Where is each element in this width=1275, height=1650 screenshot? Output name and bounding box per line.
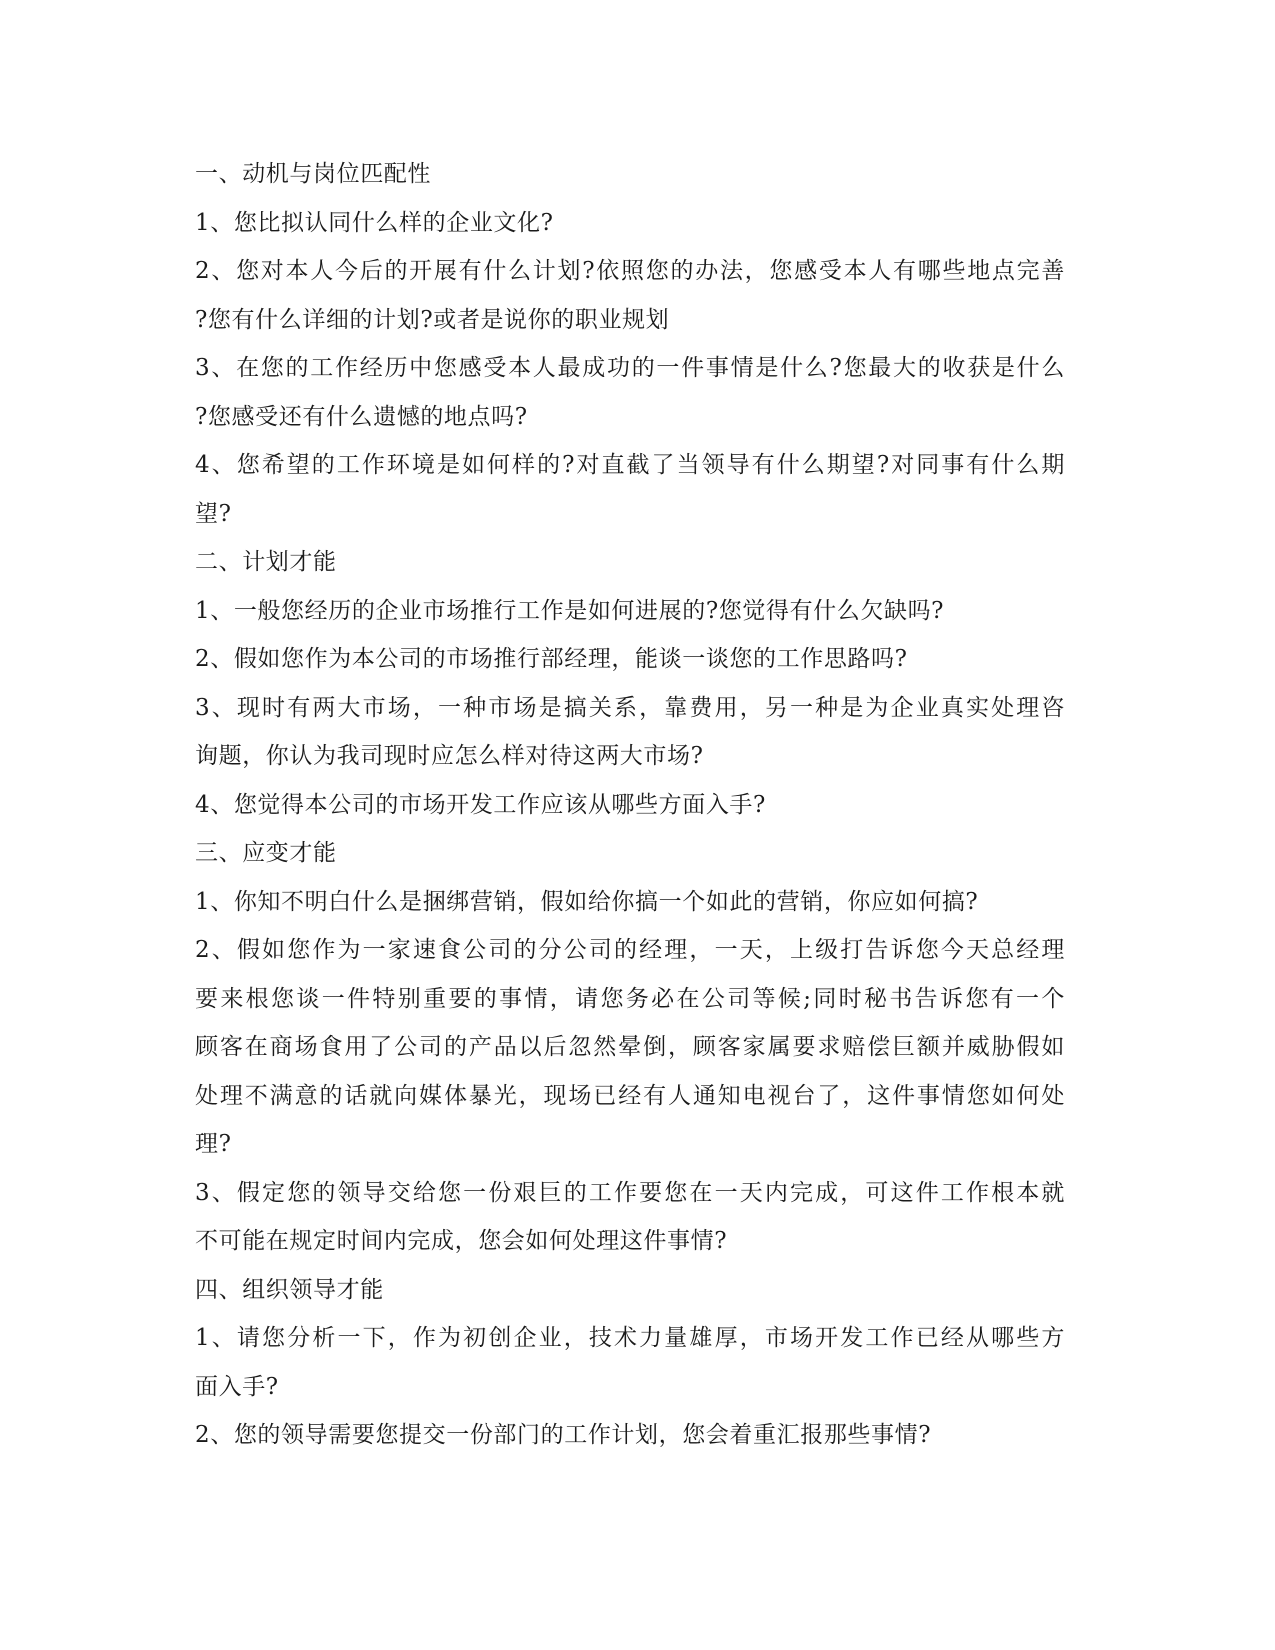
question-line: 2、您的领导需要您提交一份部门的工作计划，您会着重汇报那些事情?	[195, 1422, 932, 1448]
question-line: 1、你知不明白什么是捆绑营销，假如给你搞一个如此的营销，你应如何搞?	[195, 888, 979, 915]
question-line: 1、您比拟认同什么样的企业文化?	[195, 209, 554, 236]
question-line: 面入手?	[195, 1373, 279, 1400]
section-heading: 四、组织领导才能	[195, 1276, 384, 1303]
question-line: 2、假如您作为本公司的市场推行部经理，能谈一谈您的工作思路吗?	[195, 646, 908, 672]
question-line: 4、您希望的工作环境是如何样的?对直截了当领导有什么期望?对同事有什么期	[195, 452, 1065, 478]
question-line: 2、您对本人今后的开展有什么计划?依照您的办法，您感受本人有哪些地点完善	[195, 258, 1065, 284]
question-line: 顾客在商场食用了公司的产品以后忽然晕倒，顾客家属要求赔偿巨额并威胁假如	[195, 1034, 1065, 1060]
question-line: 询题，你认为我司现时应怎么样对待这两大市场?	[195, 743, 704, 769]
question-line: 3、假定您的领导交给您一份艰巨的工作要您在一天内完成，可这件工作根本就	[195, 1179, 1065, 1206]
question-line: 3、在您的工作经历中您感受本人最成功的一件事情是什么?您最大的收获是什么	[195, 355, 1065, 381]
question-line: 3、现时有两大市场，一种市场是搞关系，靠费用，另一种是为企业真实处理咨	[195, 694, 1065, 721]
question-line: 要来根您谈一件特别重要的事情，请您务必在公司等候;同时秘书告诉您有一个	[195, 985, 1065, 1012]
question-line: 2、假如您作为一家速食公司的分公司的经理，一天，上级打告诉您今天总经理	[195, 937, 1065, 963]
question-line: 1、请您分析一下，作为初创企业，技术力量雄厚，市场开发工作已经从哪些方	[195, 1325, 1065, 1351]
question-line: 理?	[195, 1131, 232, 1157]
question-line: 1、一般您经历的企业市场推行工作是如何进展的?您觉得有什么欠缺吗?	[195, 597, 945, 624]
section-heading: 三、应变才能	[195, 840, 337, 866]
section-heading: 一、动机与岗位匹配性	[195, 161, 431, 187]
question-line: ?您有什么详细的计划?或者是说你的职业规划	[195, 306, 670, 333]
section-heading: 二、计划才能	[195, 549, 337, 575]
question-line: 望?	[195, 500, 232, 527]
question-line: 不可能在规定时间内完成，您会如何处理这件事情?	[195, 1228, 728, 1254]
document-body	[195, 150, 1075, 1460]
question-line: 4、您觉得本公司的市场开发工作应该从哪些方面入手?	[195, 791, 766, 818]
question-line: ?您感受还有什么遗憾的地点吗?	[195, 403, 528, 430]
question-line: 处理不满意的话就向媒体暴光，现场已经有人通知电视台了，这件事情您如何处	[195, 1082, 1065, 1109]
